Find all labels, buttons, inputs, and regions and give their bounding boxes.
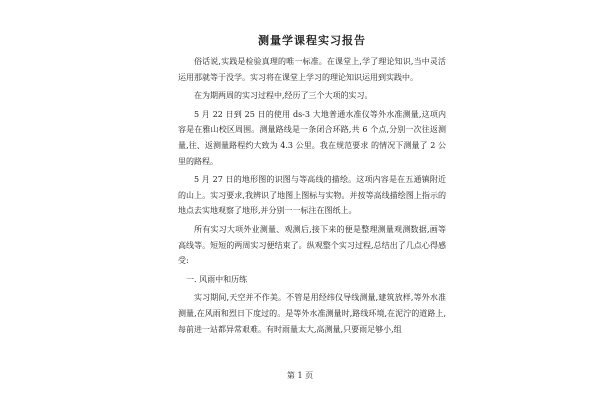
paragraph-leveling: 5 月 22 日到 25 日的使用 ds-3 大地普通水准仪等外水准测量,这项内容是在雅山校区周围。测量路线是一条闭合环路,共 6 个点,分别一次往返测量,往、返测量路程约大致为 4.3 公里。我在规范要求 的情况下测量了 2 公里的路程。 xyxy=(178,109,446,166)
paragraph-intro: 俗话说,实践是检验真理的唯一标准。在课堂上,学了理论知识,当中灵活运用那就等于没学。实习将在课堂上学习的理论知识运用到实践中。 xyxy=(178,57,446,82)
section-heading: 一. 风雨中和历练 xyxy=(186,274,248,284)
paragraph-weather: 实习期间,天空并不作美。不管是用经纬仪导线测量,建筑放样,等外水准测量,在风雨和烈日下度过的。是等外水准测量时,路线环境,在泥泞的道路上,每前进一站都异常艰难。有时雨量太大,高测量,只要雨足够小,组 xyxy=(178,293,446,334)
report-body xyxy=(178,32,446,337)
paragraph-topographic: 5 月 27 日的地形图的识图与等高线的描绘。这项内容是在五通镇附近的山上。实习要求,我辨识了地图上图标与实物。并按等高线描绘图上指示的地点去实地观察了地形,并分别一一标注在图纸上。 xyxy=(178,175,446,216)
paragraph-summary: 所有实习大项外业测量、观测后,接下来的便是整理测量观测数据,画等高线等。短短的两周实习便结束了。纵观整个实习过程,总结出了几点心得感受: xyxy=(178,224,446,266)
paragraph-overview: 在为期两周的实习过程中,经历了三个大项的实习。 xyxy=(194,91,373,101)
page-number: 第 1 页 xyxy=(286,371,314,380)
report-title: 测量学课程实习报告 xyxy=(258,34,366,47)
